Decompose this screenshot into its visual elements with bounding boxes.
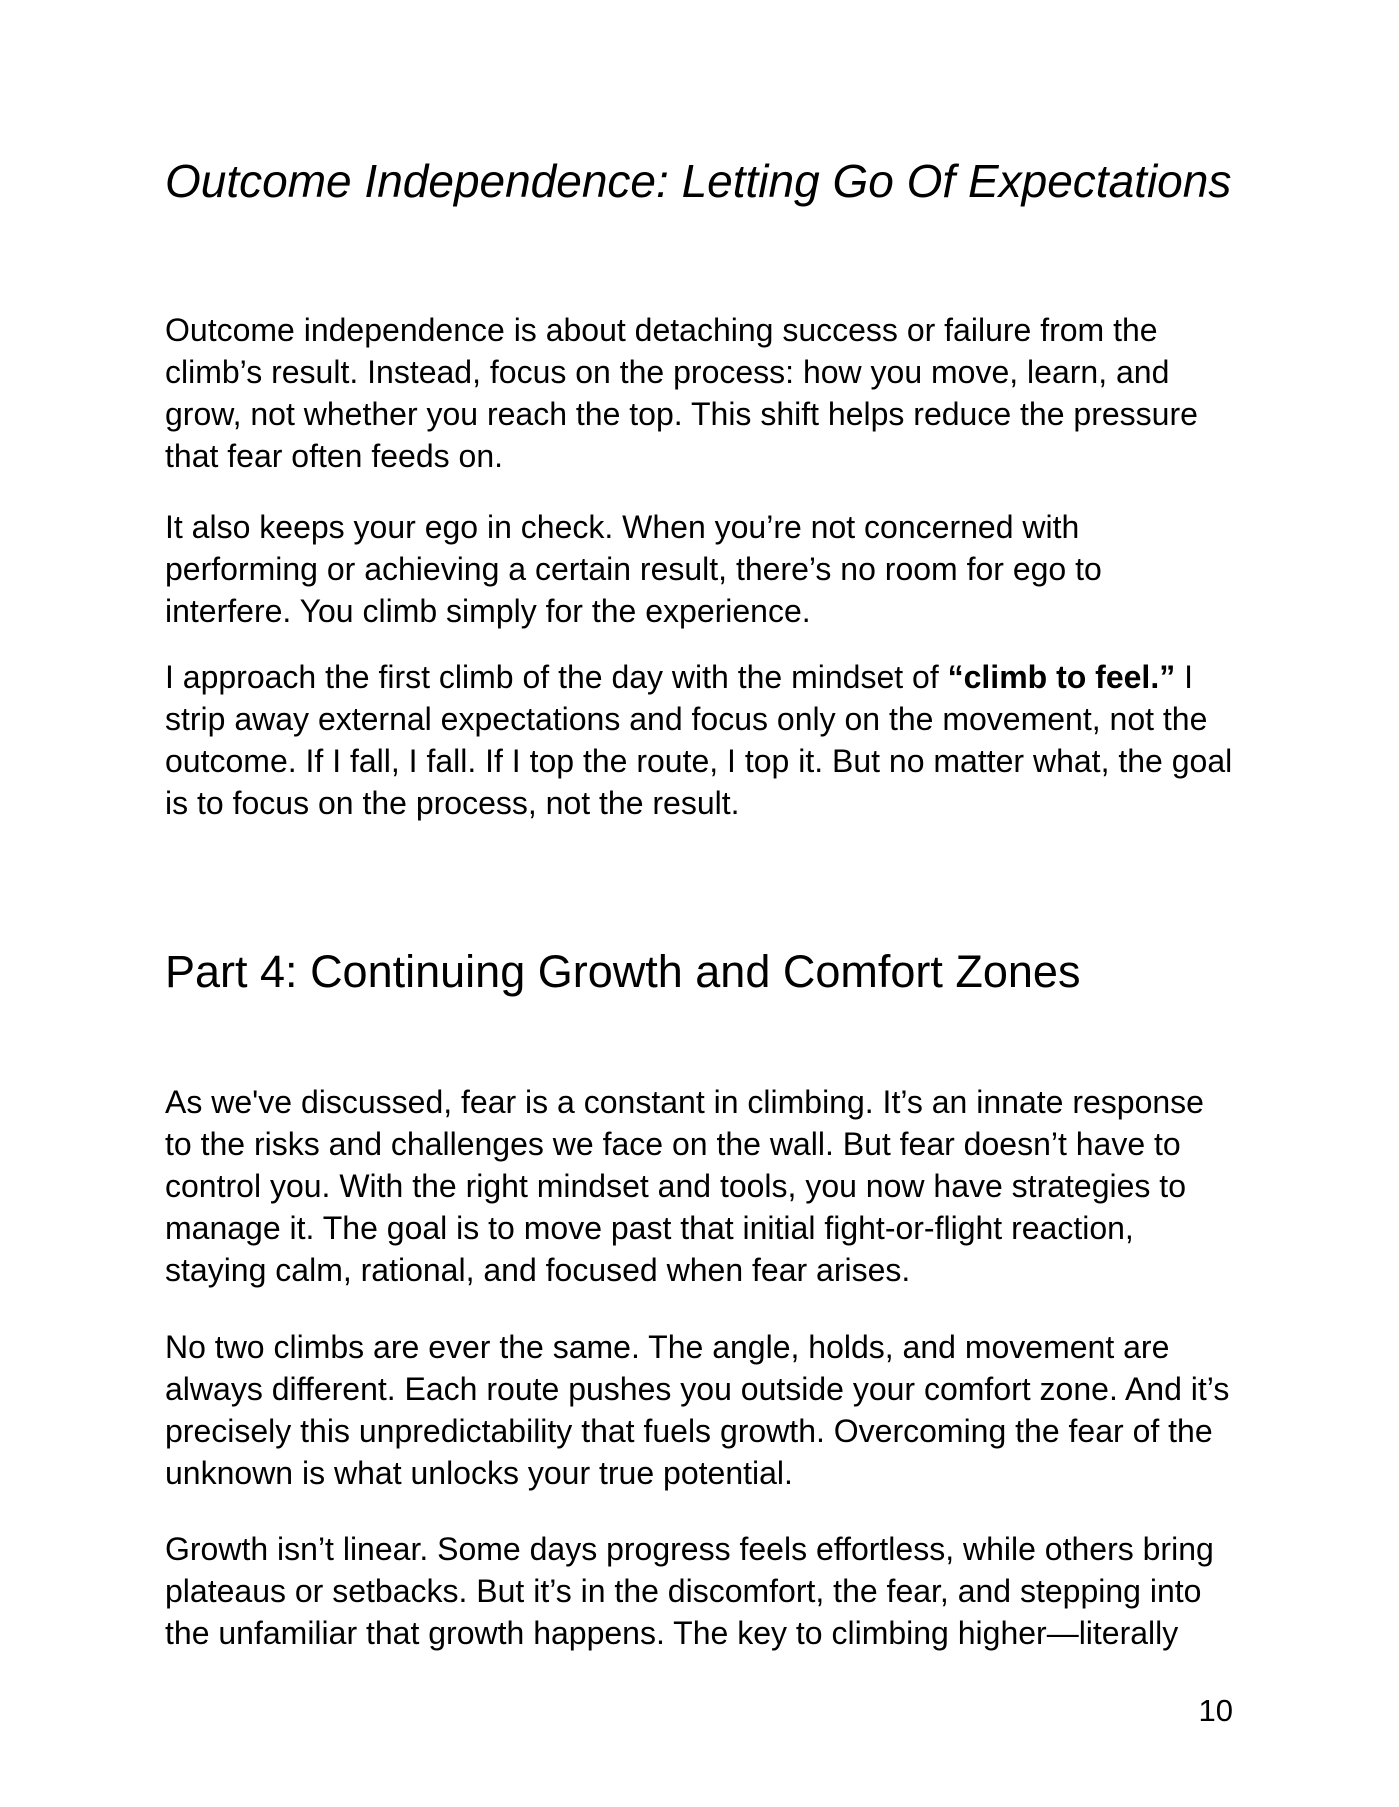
text-segment: I approach the first climb of the day with the mindset of xyxy=(165,659,948,695)
paragraph-5 xyxy=(165,1326,1235,1494)
page-number: 10 xyxy=(1198,1693,1233,1728)
text-line xyxy=(165,351,1235,393)
paragraph-6 xyxy=(165,1528,1235,1654)
text-line xyxy=(165,435,1235,477)
text-segment: As we've discussed, fear is a constant in climbing. It’s an innate response xyxy=(165,1084,1204,1120)
text-segment: Growth isn’t linear. Some days progress feels effortless, while others bring xyxy=(165,1531,1214,1567)
text-segment: It also keeps your ego in check. When you’re not concerned with xyxy=(165,509,1080,545)
paragraph-4 xyxy=(165,1081,1235,1291)
paragraph-3 xyxy=(165,656,1235,824)
text-segment: performing or achieving a certain result, there’s no room for ego to xyxy=(165,551,1102,587)
text-line xyxy=(165,393,1235,435)
heading-part-4 xyxy=(165,945,1235,999)
text-line xyxy=(165,154,1235,209)
text-line xyxy=(165,1452,1235,1494)
text-line xyxy=(165,1249,1235,1291)
text-line xyxy=(165,590,1235,632)
text-segment: always different. Each route pushes you outside your comfort zone. And it’s xyxy=(165,1371,1230,1407)
text-segment: interfere. You climb simply for the experience. xyxy=(165,593,811,629)
text-line xyxy=(165,698,1235,740)
document-content xyxy=(165,0,1235,1654)
text-line xyxy=(165,1165,1235,1207)
text-segment: precisely this unpredictability that fuels growth. Overcoming the fear of the xyxy=(165,1413,1213,1449)
text-segment: No two climbs are ever the same. The angle, holds, and movement are xyxy=(165,1329,1170,1365)
text-segment: plateaus or setbacks. But it’s in the discomfort, the fear, and stepping into xyxy=(165,1573,1202,1609)
text-segment: control you. With the right mindset and tools, you now have strategies to xyxy=(165,1168,1186,1204)
text-line xyxy=(165,1410,1235,1452)
text-segment: is to focus on the process, not the result. xyxy=(165,785,740,821)
text-line xyxy=(165,1207,1235,1249)
text-segment: the unfamiliar that growth happens. The key to climbing higher—literally xyxy=(165,1615,1179,1651)
text-line xyxy=(165,945,1235,999)
text-line xyxy=(165,1326,1235,1368)
text-line xyxy=(165,656,1235,698)
text-segment: I xyxy=(1175,659,1193,695)
text-segment: manage it. The goal is to move past that initial fight-or-flight reaction, xyxy=(165,1210,1134,1246)
text-segment: unknown is what unlocks your true potential. xyxy=(165,1455,793,1491)
text-line xyxy=(165,1612,1235,1654)
text-segment: grow, not whether you reach the top. This shift helps reduce the pressure xyxy=(165,396,1198,432)
text-line xyxy=(165,309,1235,351)
text-line xyxy=(165,548,1235,590)
text-segment: Part 4: Continuing Growth and Comfort Zones xyxy=(165,946,1081,997)
paragraph-2 xyxy=(165,506,1235,632)
text-line xyxy=(165,782,1235,824)
text-segment: Outcome independence is about detaching success or failure from the xyxy=(165,312,1158,348)
text-line xyxy=(165,740,1235,782)
text-segment: to the risks and challenges we face on the wall. But fear doesn’t have to xyxy=(165,1126,1181,1162)
text-segment: climb’s result. Instead, focus on the process: how you move, learn, and xyxy=(165,354,1170,390)
text-line xyxy=(165,1570,1235,1612)
text-line xyxy=(165,1081,1235,1123)
document-title xyxy=(165,154,1235,209)
text-line xyxy=(165,1123,1235,1165)
text-segment: outcome. If I fall, I fall. If I top the route, I top it. But no matter what, the goal xyxy=(165,743,1233,779)
text-segment: strip away external expectations and focus only on the movement, not the xyxy=(165,701,1208,737)
paragraph-1 xyxy=(165,309,1235,477)
bold-emphasis: “climb to feel.” xyxy=(947,659,1176,695)
text-segment: staying calm, rational, and focused when fear arises. xyxy=(165,1252,911,1288)
text-line xyxy=(165,1368,1235,1410)
text-line xyxy=(165,506,1235,548)
text-line xyxy=(165,1528,1235,1570)
text-segment: Outcome Independence: Letting Go Of Expectations xyxy=(165,155,1232,207)
text-segment: that fear often feeds on. xyxy=(165,438,504,474)
